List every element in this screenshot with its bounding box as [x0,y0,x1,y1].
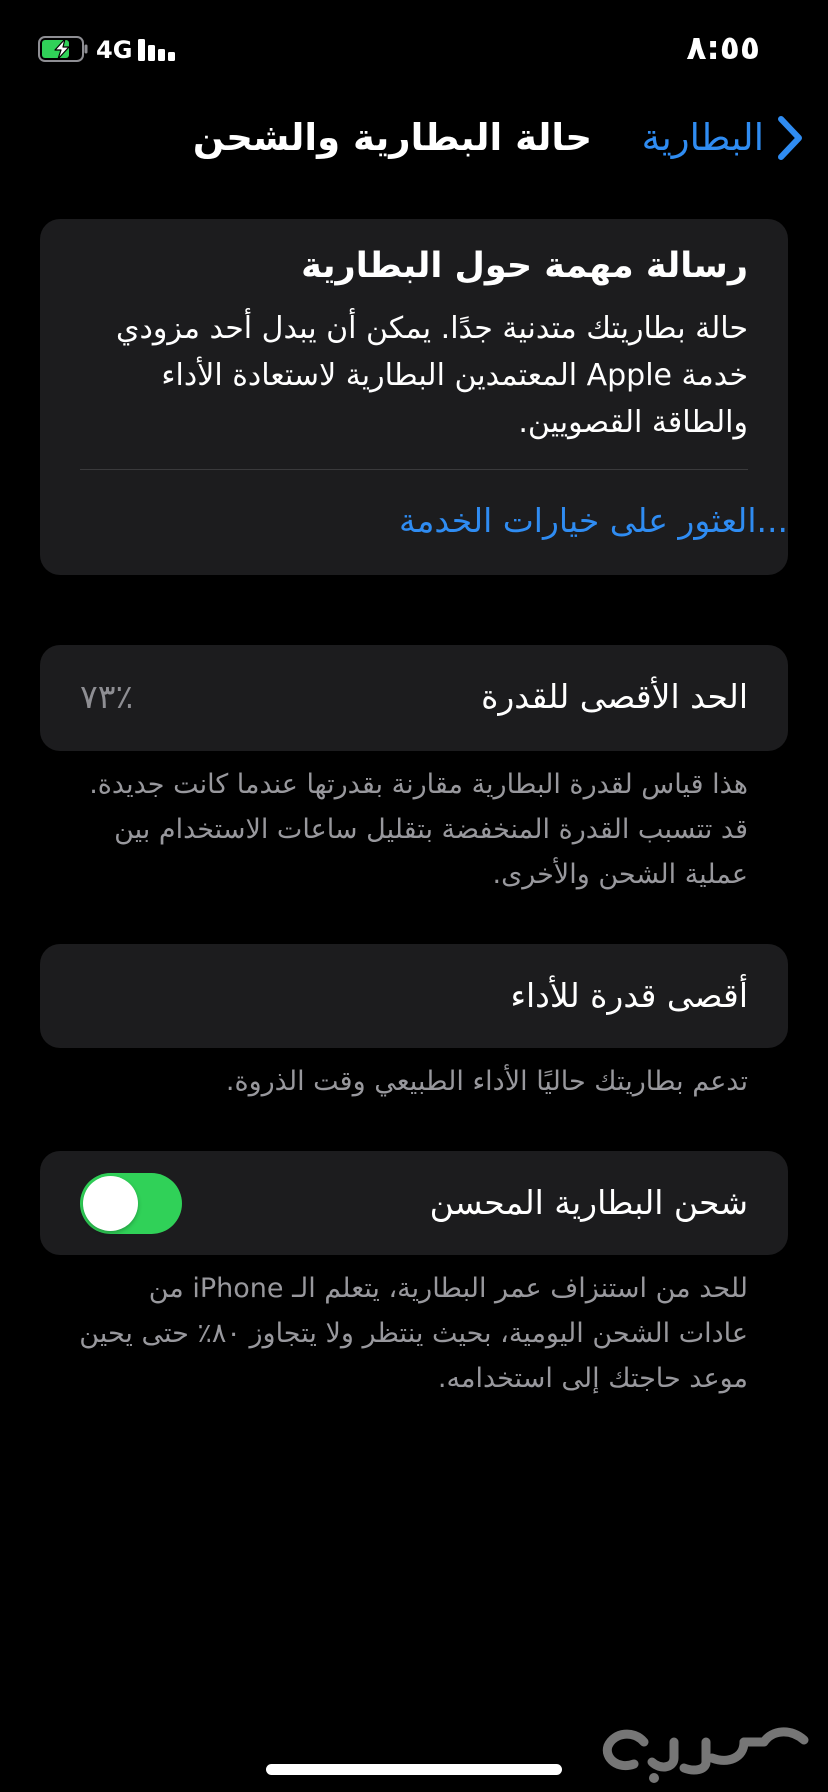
back-label: البطارية [641,116,764,159]
maximum-capacity-label: الحد الأقصى للقدرة [481,677,748,716]
chevron-right-icon [776,115,804,161]
cellular-signal-icon [138,37,178,61]
maximum-capacity-footnote: هذا قياس لقدرة البطارية مقارنة بقدرتها عندما كانت جديدة. قد تتسبب القدرة المنخفضة بتقليل ساعات الاستخدام بين عملية الشحن والأخرى. [89,769,748,890]
haraj-watermark-logo-icon [594,1718,814,1786]
peak-performance-footnote: تدعم بطاريتك حاليًا الأداء الطبيعي وقت الذروة. [225,1066,748,1097]
page-title: حالة البطارية والشحن [192,116,592,159]
network-type: 4G [96,36,133,64]
optimized-charging-row [40,1151,788,1255]
peak-performance-row [40,944,788,1048]
message-title: رسالة مهمة حول البطارية [301,246,748,286]
optimized-charging-toggle[interactable] [80,1173,182,1234]
back-button[interactable] [642,111,804,165]
clock: ٨:٥٥ [686,28,760,67]
battery-charging-icon [38,36,88,62]
home-indicator[interactable] [266,1764,562,1775]
divider [80,469,748,470]
optimized-charging-label: شحن البطارية المحسن [429,1183,748,1222]
status-bar [0,0,828,100]
message-body: حالة بطاريتك متدنية جدًا. يمكن أن يبدل أحد مزودي خدمة Apple المعتمدين البطارية لاستعادة الأداء والطاقة القصويين. [116,311,748,440]
optimized-charging-footnote: للحد من استنزاف عمر البطارية، يتعلم الـ iPhone من عادات الشحن اليومية، بحيث ينتظر ولا يتجاوز ٨٠٪ حتى يحين موعد حاجتك إلى استخدامه. [79,1273,748,1394]
peak-performance-label: أقصى قدرة للأداء [510,976,748,1015]
find-service-options-link[interactable]: العثور على خيارات الخدمة... [399,501,788,540]
toggle-knob [83,1176,138,1231]
maximum-capacity-value: ٪٧٣ [80,677,134,716]
maximum-capacity-row [40,645,788,751]
navigation-bar [0,105,828,171]
